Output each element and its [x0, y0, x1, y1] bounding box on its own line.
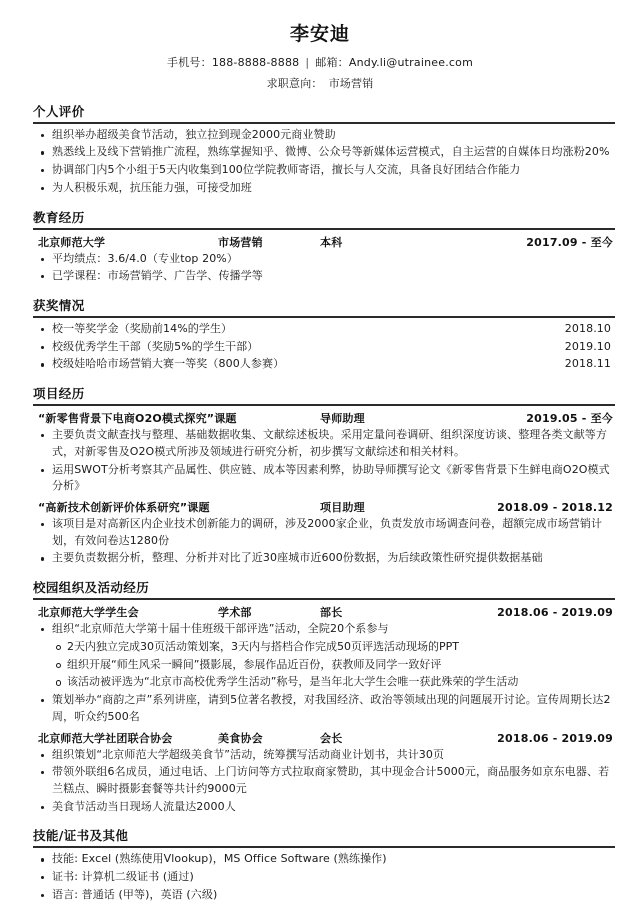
section-awards: [25, 296, 615, 373]
list-item: 主要负责文献查找与整理、基础数据收集、文献综述板块。采用定量问卷调研、组织深度访谈、整理各类文献等方式，对新零售及O2O模式所涉及领域进行研究分析，初步撰写文献综述和相关材料。: [25, 427, 615, 460]
project-date: 2018.09 - 2018.12: [497, 501, 613, 515]
campus-entry: [25, 729, 615, 816]
section-rule: [33, 228, 615, 230]
project-entry: [25, 409, 615, 495]
campus-date: 2018.06 - 2019.09: [497, 731, 613, 745]
project-date: 2019.05 - 至今: [526, 412, 613, 426]
section-title-education: 教育经历: [33, 209, 85, 225]
list-item: 协调部门内5个小组于5天内收集到100位学院教师寄语，擅长与人交流，具备良好团结合作能力: [25, 162, 615, 179]
project-entry: [25, 498, 615, 567]
award-date: 2018.10: [564, 322, 611, 335]
project-name: “新零售背景下电商O2O模式探究”课题: [38, 412, 237, 426]
candidate-name: 李安迪: [289, 23, 350, 45]
project-list: [25, 516, 615, 567]
education-list: [25, 251, 615, 285]
section-campus-activities: [25, 578, 615, 815]
phone-label: 手机号：: [167, 55, 212, 69]
campus-department: 学术部: [218, 606, 252, 620]
education-major: 市场营销: [218, 235, 263, 249]
list-item: 运用SWOT分析考察其产品属性、供应链、成本等因素利弊，协助导师撰写论文《新零售背景下生鲜电商O2O模式分析》: [25, 462, 615, 495]
sub-list-item: 该活动被评选为“北京市高校优秀学生活动”称号，是当年北大学生会唯一获此殊荣的学生活动: [25, 674, 615, 691]
list-item: 美食节活动当日现场人流量达2000人: [25, 799, 615, 816]
project-list: [25, 427, 615, 495]
campus-date: 2018.06 - 2019.09: [497, 606, 613, 620]
campus-entry-header: [25, 603, 615, 620]
section-rule: [33, 846, 615, 848]
project-entry-header: [25, 409, 615, 426]
list-item: [25, 321, 615, 338]
list-item: 策划举办“商韵之声”系列讲座，请到5位著名教授，对我国经济、政治等领域出现的问题展开讨论。宣传周期长达2周，听众约500名: [25, 692, 615, 725]
section-title-skills: 技能/证书及其他: [33, 828, 129, 844]
list-item: 组织举办超级美食节活动，独立拉到现金2000元商业赞助: [25, 127, 615, 144]
objective-line: [25, 75, 615, 91]
list-item: 为人积极乐观，抗压能力强，可接受加班: [25, 180, 615, 197]
awards-list: [25, 321, 615, 373]
sub-list-item: 2天内独立完成30页活动策划案，3天内与搭档合作完成50页评选活动现场的PPT: [25, 639, 615, 656]
campus-entry: [25, 603, 615, 725]
sub-list-item: 组织开展“师生风采一瞬间”摄影展，参展作品近百份，获教师及同学一致好评: [25, 657, 615, 674]
project-role: 项目助理: [320, 501, 365, 515]
email-value: Andy.li@utrainee.com: [348, 55, 473, 69]
section-rule: [33, 404, 615, 406]
section-education: [25, 208, 615, 285]
campus-list: [25, 621, 615, 638]
campus-list: [25, 692, 615, 725]
section-title-awards: 获奖情况: [33, 298, 85, 313]
section-title-campus-activities: 校园组织及活动经历: [33, 580, 150, 596]
section-title-self-evaluation: 个人评价: [33, 103, 85, 119]
list-item: [25, 356, 615, 373]
list-item: 该项目是对高新区内企业技术创新能力的调研，涉及2000家企业，负责发放市场调查问卷，超额完成市场营销计划，有效问卷达1280份: [25, 516, 615, 549]
list-item: 已学课程：市场营销学、广告学、传播学等: [25, 268, 615, 285]
award-text: 校级优秀学生干部（奖励5%的学生干部）: [52, 339, 259, 353]
list-item: 技能: Excel (熟练使用Vlookup)，MS Office Software (熟练操作): [25, 851, 615, 868]
objective-value: 市场营销: [328, 76, 374, 90]
list-item: 证书: 计算机二级证书 (通过): [25, 869, 615, 886]
award-date: 2019.10: [564, 339, 611, 353]
list-item: 熟悉线上及线下营销推广流程，熟练掌握知乎、微博、公众号等新媒体运营模式，自主运营的自媒体日均涨粉20%: [25, 144, 615, 161]
list-item: 平均绩点：3.6/4.0（专业top 20%）: [25, 251, 615, 268]
contact-line: [25, 54, 615, 70]
resume-header: [25, 0, 615, 91]
education-degree: 本科: [320, 235, 343, 249]
list-item: 带领外联组6名成员，通过电话、上门访问等方式拉取商家赞助，其中现金合计5000元，商品服务如京东电器、若兰糕点、瞬时摄影套餐等共计约9000元: [25, 764, 615, 797]
award-date: 2018.11: [564, 357, 611, 371]
campus-sub-list: [25, 639, 615, 691]
education-entry: [25, 233, 615, 285]
project-role: 导师助理: [320, 412, 365, 426]
campus-department: 美食协会: [218, 731, 263, 745]
skills-list: [25, 851, 615, 903]
phone-value: 188-8888-8888: [211, 55, 300, 69]
email-label: 邮箱：: [315, 55, 349, 69]
section-rule: [33, 316, 615, 318]
project-name: “高新技术创新评价体系研究”课题: [38, 501, 210, 515]
list-item: [25, 339, 615, 356]
section-rule: [33, 598, 615, 600]
list-item: 组织“北京师范大学第十届十佳班级干部评选”活动，全院20个系参与: [25, 621, 615, 638]
campus-organization: 北京师范大学学生会: [38, 606, 139, 620]
list-item: 主要负责数据分析，整理、分析并对比了近30座城市近600份数据，为后续政策性研究提供数据基础: [25, 550, 615, 567]
education-entry-header: [25, 233, 615, 250]
list-item: 语言: 普通话 (甲等)，英语 (六级): [25, 887, 615, 904]
section-title-projects: 项目经历: [33, 386, 85, 402]
self-evaluation-list: [25, 127, 615, 197]
campus-role: 会长: [320, 731, 343, 745]
award-text: 校一等奖学金（奖励前14%的学生）: [52, 322, 233, 335]
education-date: 2017.09 - 至今: [526, 235, 613, 249]
section-rule: [33, 122, 615, 124]
campus-entry-header: [25, 729, 615, 746]
education-school: 北京师范大学: [38, 235, 106, 249]
contact-separator: |: [305, 55, 310, 69]
campus-organization: 北京师范大学社团联合协会: [38, 731, 173, 745]
award-text: 校级娃哈哈市场营销大赛一等奖（800人参赛）: [52, 357, 285, 371]
campus-list: [25, 747, 615, 816]
section-self-evaluation: [25, 102, 615, 197]
section-skills: [25, 826, 615, 903]
section-projects: [25, 384, 615, 567]
objective-label: 求职意向：: [266, 76, 323, 90]
list-item: 组织策划“北京师范大学超级美食节”活动，统筹撰写活动商业计划书，共计30页: [25, 747, 615, 764]
campus-role: 部长: [320, 606, 343, 620]
project-entry-header: [25, 498, 615, 515]
